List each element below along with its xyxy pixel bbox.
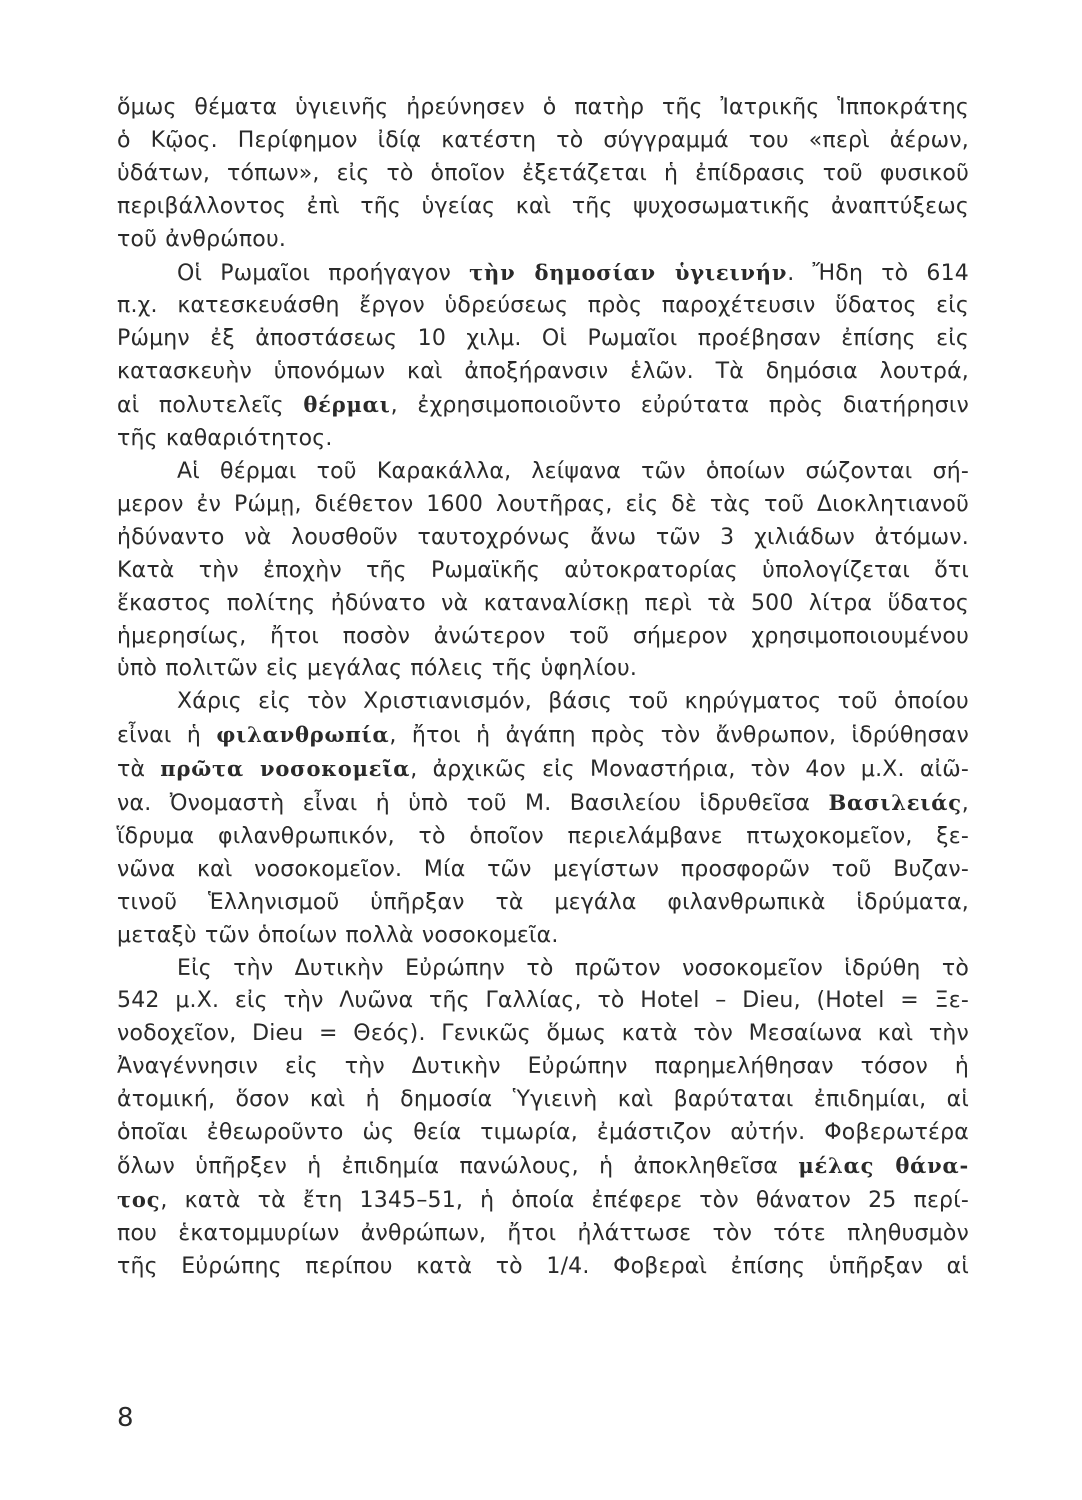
- text-run: ἕκαστος πολίτης ἠδύνατο νὰ καταναλίσκῃ περὶ τὰ 500 λίτρα ὕδατος: [117, 590, 969, 616]
- text-line: [117, 887, 969, 920]
- paragraph: [117, 953, 969, 1284]
- text-line: [117, 191, 969, 224]
- text-line: [117, 753, 969, 787]
- emphasis-term: τὴν δημοσίαν ὑγιεινήν: [469, 259, 788, 285]
- text-line: [117, 224, 969, 257]
- paragraph: [117, 456, 969, 686]
- text-run: αἱ πολυτελεῖς: [117, 393, 304, 419]
- text-line: [117, 821, 969, 854]
- text-run: , ἤτοι ἡ ἀγάπη πρὸς τὸν ἄνθρωπον, ἱδρύθησαν: [389, 723, 969, 749]
- text-run: ἡμερησίως, ἤτοι ποσὸν ἀνώτερον τοῦ σήμερον χρησιμοποιουμένου: [117, 623, 969, 649]
- text-run: Ἀναγέννησιν εἰς τὴν Δυτικὴν Εὐρώπην παρημελήθησαν τόσον ἡ: [117, 1054, 969, 1080]
- text-run: που ἑκατομμυρίων ἀνθρώπων, ἤτοι ἠλάττωσε τὸν τότε πληθυσμὸν: [117, 1220, 969, 1246]
- text-line: [117, 719, 969, 753]
- text-line: [117, 1018, 969, 1051]
- text-run: ἠδύναντο νὰ λουσθοῦν ταυτοχρόνως ἄνω τῶν 3 χιλιάδων ἀτόμων.: [117, 524, 969, 550]
- text-run: τὰ: [117, 757, 161, 783]
- text-run: Οἱ Ρωμαῖοι προήγαγον: [177, 260, 470, 286]
- text-run: Κατὰ τὴν ἐποχὴν τῆς Ρωμαϊκῆς αὐτοκρατορίας ὑπολογίζεται ὅτι: [117, 557, 969, 583]
- emphasis-term: μέλας θάνα-: [798, 1153, 969, 1178]
- text-run: , ἐχρησιμοποιοῦντο εὐρύτατα πρὸς διατήρησιν: [390, 393, 969, 419]
- text-run: μεταξὺ τῶν ὁποίων πολλὰ νοσοκομεῖα.: [117, 922, 559, 948]
- text-run: τῆς καθαριότητος.: [117, 426, 333, 452]
- paragraph: [117, 92, 969, 257]
- text-line: [117, 920, 969, 953]
- text-line: [117, 985, 969, 1018]
- page-number: 8: [117, 1403, 134, 1433]
- text-line: [117, 953, 969, 986]
- text-line: [117, 787, 969, 821]
- text-line: [117, 522, 969, 555]
- text-line: [117, 854, 969, 887]
- text-line: [117, 653, 969, 686]
- text-run: π.χ. κατεσκευάσθη ἔργον ὑδρεύσεως πρὸς παροχέτευσιν ὕδατος εἰς: [117, 293, 969, 319]
- text-run: ,: [961, 791, 969, 817]
- text-line: [117, 1218, 969, 1251]
- text-run: ὅμως θέματα ὑγιεινῆς ἠρεύνησεν ὁ πατὴρ τῆς Ἰατρικῆς Ἱπποκράτης: [117, 95, 969, 120]
- text-run: περιβάλλοντος ἐπὶ τῆς ὑγείας καὶ τῆς ψυχοσωματικῆς ἀναπτύξεως: [117, 193, 969, 219]
- emphasis-term: τος: [117, 1186, 161, 1212]
- paragraph: [117, 686, 969, 952]
- text-line: [117, 389, 969, 423]
- text-line: [117, 555, 969, 588]
- text-run: Εἰς τὴν Δυτικὴν Εὐρώπην τὸ πρῶτον νοσοκομεῖον ἱδρύθη τὸ: [177, 955, 969, 981]
- text-run: , ἀρχικῶς εἰς Μοναστήρια, τὸν 4ον μ.Χ. αἰῶ-: [410, 757, 969, 783]
- text-run: ὁ Κῷος. Περίφημον ἰδίᾳ κατέστη τὸ σύγγραμμά του «περὶ ἀέρων,: [117, 127, 969, 153]
- text-run: να. Ὀνομαστὴ εἶναι ἡ ὑπὸ τοῦ Μ. Βασιλείου ἱδρυθεῖσα: [117, 791, 829, 817]
- text-run: τῆς Εὐρώπης περίπου κατὰ τὸ 1/4. Φοβεραὶ ἐπίσης ὑπῆρξαν αἱ: [117, 1253, 969, 1279]
- text-line: [117, 92, 969, 125]
- text-run: 542 μ.Χ. εἰς τὴν Λυῶνα τῆς Γαλλίας, τὸ Hotel – Dieu, (Hotel = Ξε-: [117, 988, 969, 1014]
- text-run: μερον ἐν Ρώμῃ, διέθετον 1600 λουτῆρας, εἰς δὲ τὰς τοῦ Διοκλητιανοῦ: [117, 491, 969, 517]
- text-run: τινοῦ Ἑλληνισμοῦ ὑπῆρξαν τὰ μεγάλα φιλανθρωπικὰ ἱδρύματα,: [117, 889, 969, 915]
- text-line: [117, 1251, 969, 1284]
- text-run: ὁποῖαι ἐθεωροῦντο ὡς θεία τιμωρία, ἐμάστιζον αὐτήν. Φοβερωτέρα: [117, 1120, 969, 1146]
- text-run: ἀτομική, ὅσον καὶ ἡ δημοσία Ὑγιεινὴ καὶ βαρύταται ἐπιδημίαι, αἱ: [117, 1087, 969, 1113]
- text-line: [117, 1084, 969, 1117]
- text-run: νῶνα καὶ νοσοκομεῖον. Μία τῶν μεγίστων προσφορῶν τοῦ Βυζαν-: [117, 856, 969, 882]
- text-line: [117, 158, 969, 191]
- text-line: [117, 686, 969, 719]
- text-line: [117, 1117, 969, 1150]
- text-run: τοῦ ἀνθρώπου.: [117, 226, 287, 252]
- text-run: ὑπὸ πολιτῶν εἰς μεγάλας πόλεις τῆς ὑφηλίου.: [117, 656, 638, 682]
- text-run: εἶναι ἡ: [117, 723, 217, 749]
- text-run: νοδοχεῖον, Dieu = Θεός). Γενικῶς ὅμως κατὰ τὸν Μεσαίωνα καὶ τὴν: [117, 1021, 969, 1047]
- text-run: κατασκευὴν ὑπονόμων καὶ ἀποξήρανσιν ἑλῶν. Τὰ δημόσια λουτρά,: [117, 359, 969, 385]
- text-line: [117, 257, 969, 291]
- text-line: [117, 1150, 969, 1184]
- text-line: [117, 588, 969, 621]
- text-line: [117, 456, 969, 489]
- body-text: [117, 92, 969, 1284]
- text-line: [117, 356, 969, 389]
- text-line: [117, 323, 969, 356]
- text-run: ἵδρυμα φιλανθρωπικόν, τὸ ὁποῖον περιελάμβανε πτωχοκομεῖον, ξε-: [117, 823, 969, 849]
- text-line: [117, 489, 969, 522]
- text-line: [117, 621, 969, 654]
- emphasis-term: πρῶτα νοσοκομεῖα: [160, 756, 411, 782]
- emphasis-term: φιλανθρωπία: [216, 722, 390, 748]
- text-run: ὅλων ὑπῆρξεν ἡ ἐπιδημία πανώλους, ἡ ἀποκληθεῖσα: [117, 1154, 799, 1179]
- text-line: [117, 290, 969, 323]
- paragraph: [117, 257, 969, 456]
- text-run: . Ἤδη τὸ 614: [787, 260, 969, 286]
- text-run: Αἱ θέρμαι τοῦ Καρακάλλα, λείψανα τῶν ὁποίων σώζονται σή-: [177, 458, 969, 484]
- emphasis-term: Βασιλειάς: [828, 790, 962, 816]
- text-line: [117, 423, 969, 456]
- emphasis-term: θέρμαι: [303, 392, 391, 418]
- text-line: [117, 1051, 969, 1084]
- text-run: Ρώμην ἐξ ἀποστάσεως 10 χιλμ. Οἱ Ρωμαῖοι προέβησαν ἐπίσης εἰς: [117, 326, 969, 352]
- text-run: , κατὰ τὰ ἔτη 1345–51, ἡ ὁποία ἐπέφερε τὸν θάνατον 25 περί-: [160, 1187, 969, 1213]
- text-line: [117, 125, 969, 158]
- text-line: [117, 1184, 969, 1218]
- text-run: Χάρις εἰς τὸν Χριστιανισμόν, βάσις τοῦ κηρύγματος τοῦ ὁποίου: [177, 689, 969, 715]
- text-run: ὑδάτων, τόπων», εἰς τὸ ὁποῖον ἐξετάζεται ἡ ἐπίδρασις τοῦ φυσικοῦ: [117, 160, 969, 186]
